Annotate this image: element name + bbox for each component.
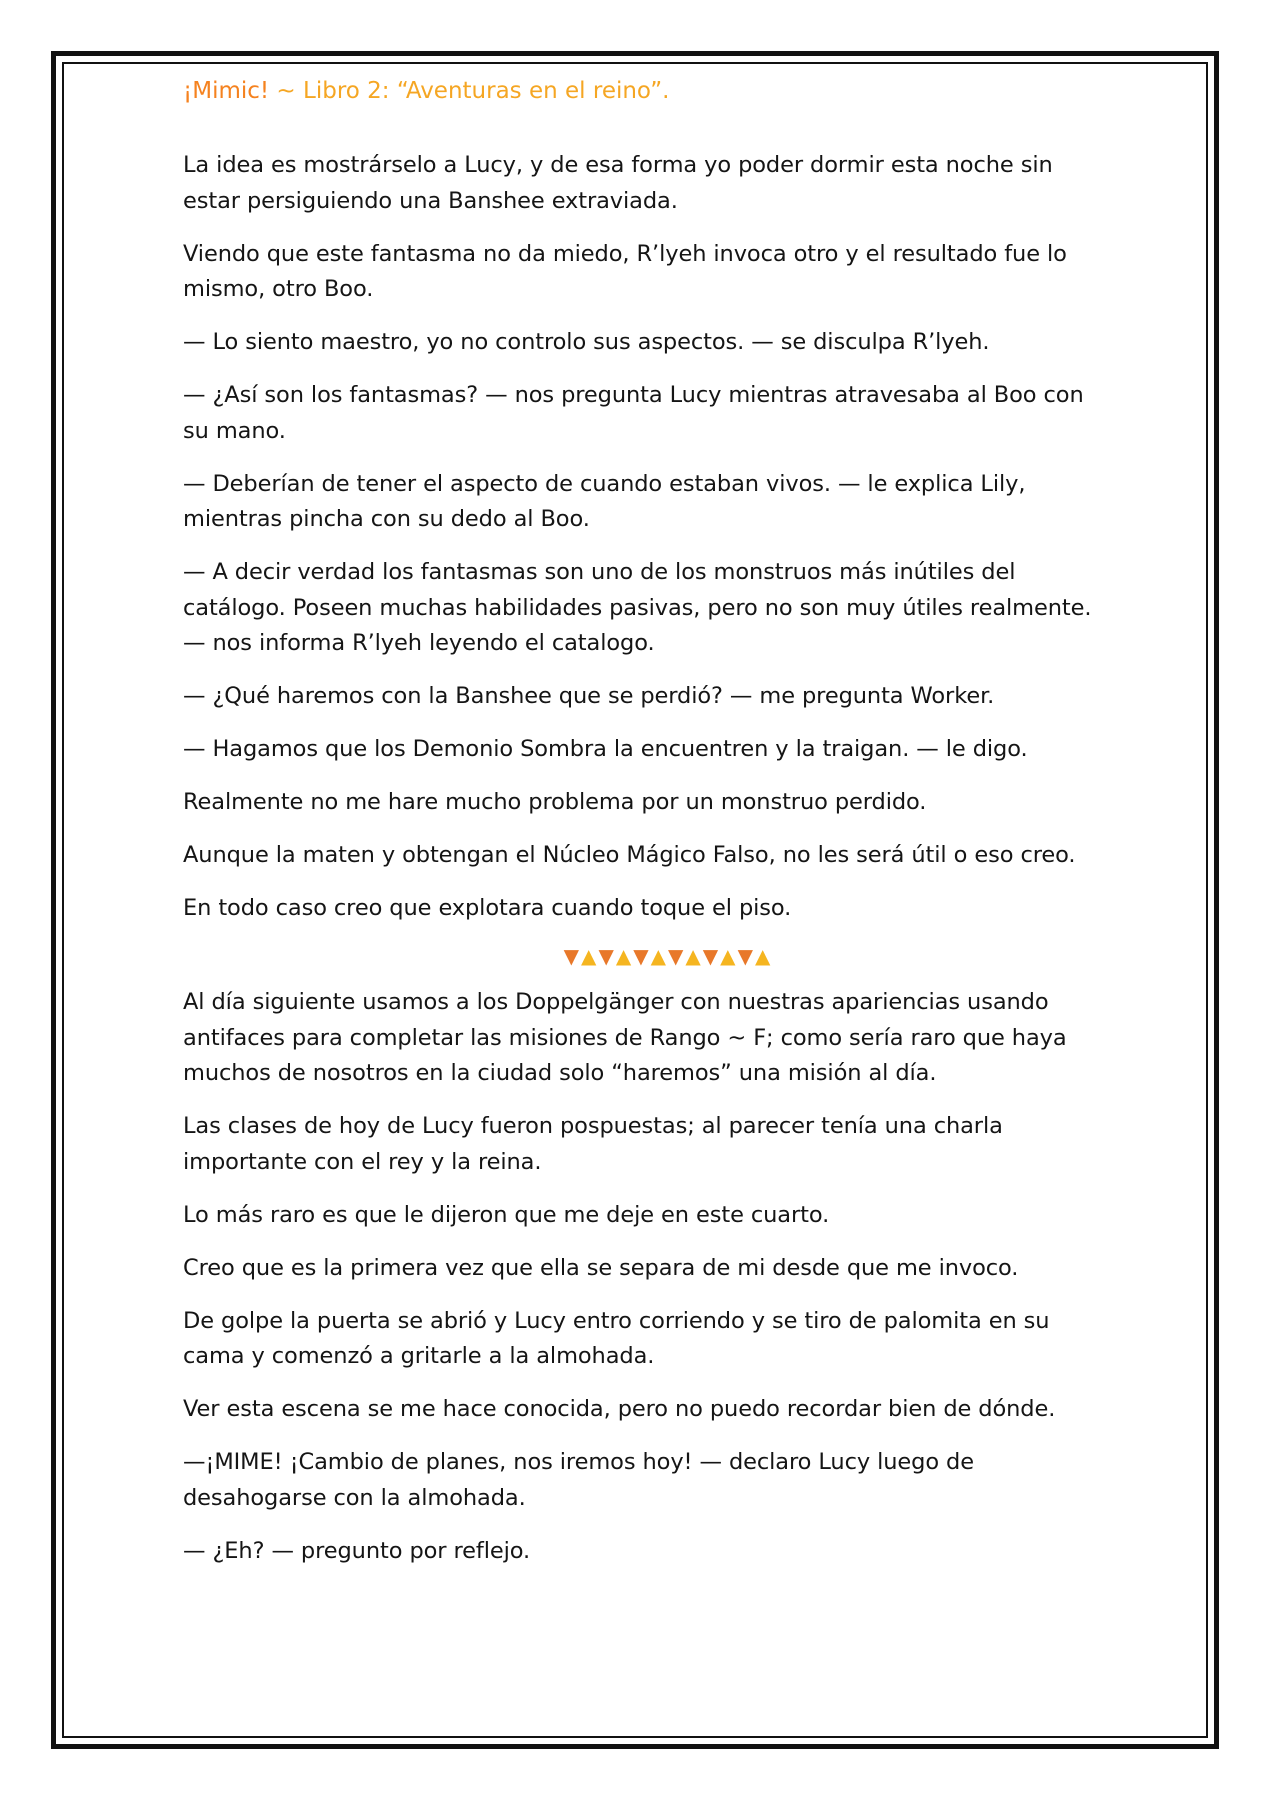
triangle-down-icon: ▼ [668,944,686,968]
paragraph: — ¿Así son los fantasmas? — nos pregunta Lucy mientras atravesaba al Boo con su mano. [183,382,1084,444]
header-series-title: ¡Mimic! [183,78,270,104]
header-separator: ~ [269,78,304,104]
paragraph: Creo que es la primera vez que ella se separa de mi desde que me invoco. [183,1254,1019,1281]
paragraph: — Lo siento maestro, yo no controlo sus aspectos. — se disculpa R’lyeh. [183,329,990,355]
paragraph: — ¿Eh? — pregunto por reflejo. [183,1537,531,1564]
triangle-down-icon: ▼ [737,944,755,968]
triangle-up-icon: ▲ [581,944,599,968]
triangle-down-icon: ▼ [633,944,651,968]
paragraph: La idea es mostrárselo a Lucy, y de esa forma yo poder dormir esta noche sin estar persiguiendo una Banshee extraviada. [183,152,1053,214]
triangle-down-icon: ▼ [598,944,616,968]
paragraph: Lo más raro es que le dijeron que me deje en este cuarto. [183,1201,830,1228]
paragraph: — A decir verdad los fantasmas son uno de los monstruos más inútiles del catálogo. Poseen muchas habilidades pasivas, pero no son muy útiles realmente. — nos informa R’lyeh leyendo el catalogo. [183,559,1092,656]
body-text [183,148,1113,1569]
paragraph: — Hagamos que los Demonio Sombra la encuentren y la traigan. — le digo. [183,736,1028,762]
triangle-up-icon: ▲ [650,944,668,968]
paragraph: — ¿Qué haremos con la Banshee que se perdió? — me pregunta Worker. [183,683,995,709]
page-content [183,70,1113,1587]
paragraph: Aunque la maten y obtengan el Núcleo Mágico Falso, no les será útil o eso creo. [183,842,1076,868]
paragraph: Viendo que este fantasma no da miedo, R’lyeh invoca otro y el resultado fue lo mismo, otro Boo. [183,240,1067,302]
paragraph: Al día siguiente usamos a los Doppelgänger con nuestras apariencias usando antifaces para completar las misiones de Rango ~ F; como sería raro que haya muchos de nosotros en la ciudad solo “haremos” una misión al día. [183,989,1067,1086]
triangle-up-icon: ▲ [754,944,773,968]
paragraph: Realmente no me hare mucho problema por un monstruo perdido. [183,789,927,815]
header-book-title: Libro 2: “Aventuras en el reino”. [303,78,670,104]
triangle-down-icon: ▼ [563,944,582,968]
paragraph: De golpe la puerta se abrió y Lucy entro corriendo y se tiro de palomita en su cama y comenzó a gritarle a la almohada. [183,1307,1050,1369]
triangle-down-icon: ▼ [702,944,721,968]
triangle-up-icon: ▲ [720,944,738,968]
paragraph: —¡MIME! ¡Cambio de planes, nos iremos hoy! — declaro Lucy luego de desahogarse con la almohada. [183,1449,974,1511]
paragraph: Ver esta escena se me hace conocida, pero no puedo recordar bien de dónde. [183,1396,1056,1422]
paragraph: — Deberían de tener el aspecto de cuando estaban vivos. — le explica Lily, mientras pincha con su dedo al Boo. [183,470,1026,532]
paragraph: En todo caso creo que explotara cuando toque el piso. [183,895,792,921]
triangle-up-icon: ▲ [615,944,634,968]
paragraph: Las clases de hoy de Lucy fueron pospuestas; al parecer tenía una charla importante con el rey y la reina. [183,1113,1003,1175]
scene-break-ornament [203,942,1133,970]
triangle-up-icon: ▲ [685,944,703,968]
running-header [183,76,1113,106]
